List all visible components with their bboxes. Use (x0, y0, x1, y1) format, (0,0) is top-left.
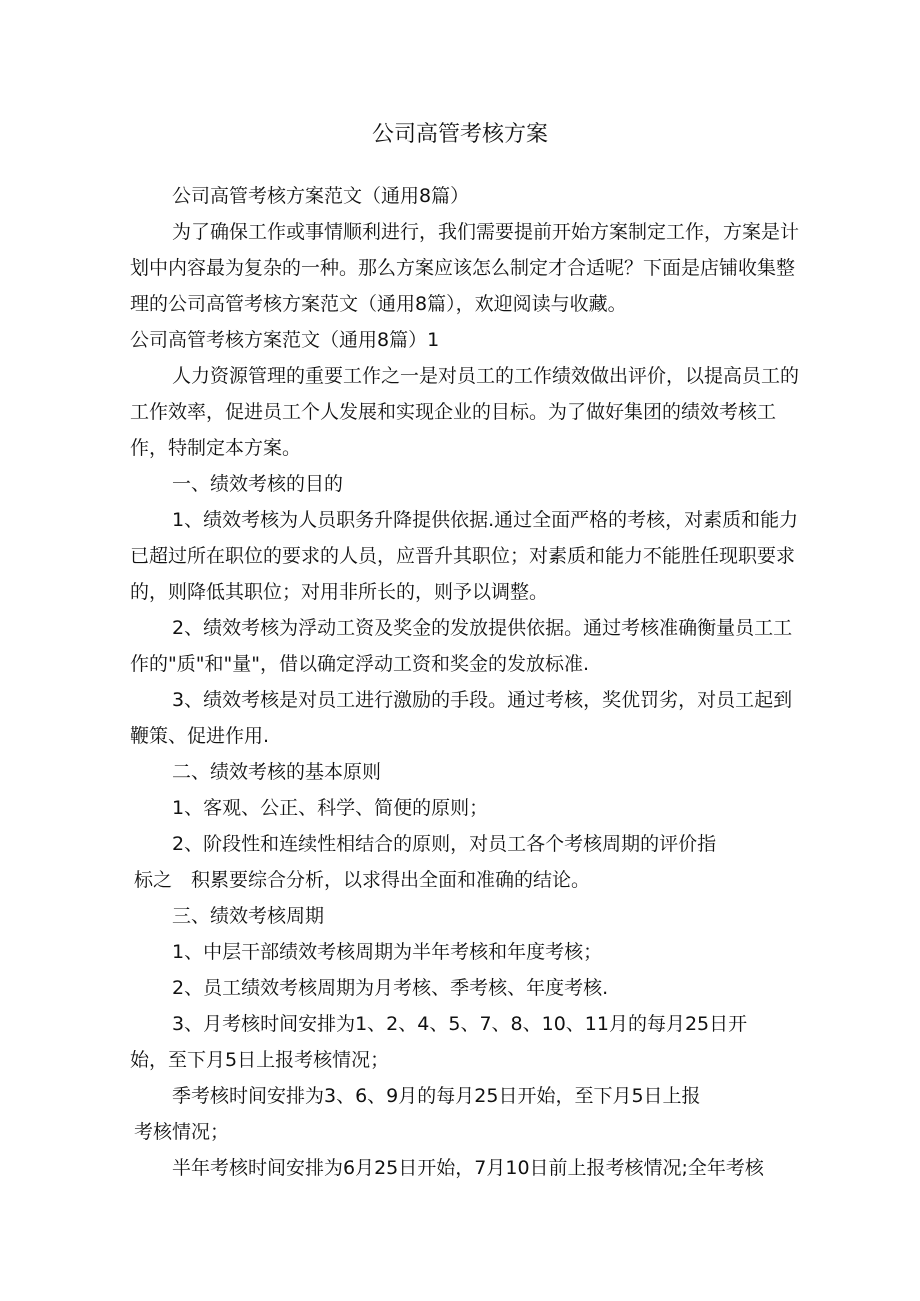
paragraph-goal-1: 1、绩效考核为人员职务升降提供依据.通过全面严格的考核，对素质和能力已超过所在职位的要求的人员，应晋升其职位；对素质和能力不能胜任现职要求的，则降低其职位；对用非所长的，则予以调整。 (130, 509, 799, 603)
paragraph-goal-2: 2、绩效考核为浮动工资及奖金的发放提供依据。通过考核准确衡量员工工作的"质"和"量"，借以确定浮动工资和奖金的发放标准. (130, 617, 793, 675)
paragraph-quarter: 季考核时间安排为3、6、9月的每月25日开始，至下月5日上报 (172, 1085, 701, 1107)
paragraph-principle-2: 2、阶段性和连续性相结合的原则，对员工各个考核周期的评价指 (172, 833, 717, 855)
paragraph-cycle-1: 1、中层干部绩效考核周期为半年考核和年度考核； (172, 941, 603, 963)
paragraph-principle-2-cont: 标之 积累要综合分析，以求得出全面和准确的结论。 (134, 869, 591, 891)
heading-goal: 一、绩效考核的目的 (172, 473, 344, 495)
paragraph-quarter-cont: 考核情况； (134, 1121, 230, 1143)
paragraph-halfyear: 半年考核时间安排为6月25日开始，7月10日前上报考核情况;全年考核 (172, 1157, 764, 1179)
paragraph-goal-3: 3、绩效考核是对员工进行激励的手段。通过考核，奖优罚劣，对员工起到鞭策、促进作用. (130, 689, 793, 747)
heading-principles: 二、绩效考核的基本原则 (172, 761, 382, 783)
paragraph-purpose: 人力资源管理的重要工作之一是对员工的工作绩效做出评价，以提高员工的工作效率，促进员工个人发展和实现企业的目标。为了做好集团的绩效考核工作，特制定本方案。 (130, 365, 800, 459)
paragraph-cycle-3-cont: 始，至下月5日上报考核情况； (130, 1049, 390, 1071)
paragraph-cycle-3: 3、月考核时间安排为1、2、4、5、7、8、10、11月的每月25日开 (172, 1013, 748, 1035)
paragraph-subtitle: 公司高管考核方案范文（通用8篇） (172, 185, 470, 207)
document-body (130, 178, 800, 1186)
paragraph-principle-1: 1、客观、公正、科学、简便的原则； (172, 797, 489, 819)
heading-cycle: 三、绩效考核周期 (172, 905, 325, 927)
paragraph-section-heading: 公司高管考核方案范文（通用8篇）1 (130, 329, 440, 351)
paragraph-cycle-2: 2、员工绩效考核周期为月考核、季考核、年度考核. (172, 977, 609, 999)
paragraph-intro: 为了确保工作或事情顺利进行，我们需要提前开始方案制定工作，方案是计划中内容最为复杂的一种。那么方案应该怎么制定才合适呢？下面是店铺收集整理的公司高管考核方案范文（通用8篇），欢迎阅读与收藏。 (130, 221, 800, 315)
document-title: 公司高管考核方案 (371, 122, 548, 147)
